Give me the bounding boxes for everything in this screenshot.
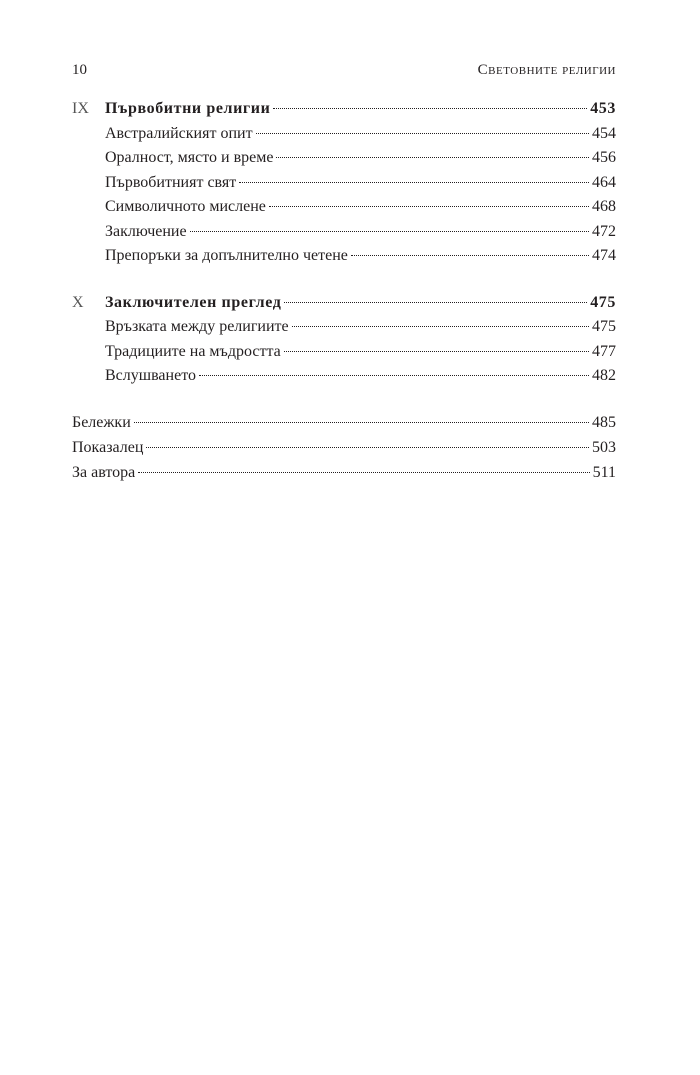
section-title: Оралност, място и време	[105, 149, 274, 166]
dot-leader	[273, 108, 587, 109]
toc-entry[interactable]	[72, 343, 616, 368]
dot-leader	[146, 447, 589, 448]
section-page: 468	[592, 198, 616, 215]
toc-entry[interactable]	[72, 198, 616, 223]
dot-leader	[239, 182, 589, 183]
page-header	[72, 62, 616, 84]
chapter-heading[interactable]	[72, 100, 616, 125]
section-page: 475	[592, 318, 616, 335]
dot-leader	[284, 302, 587, 303]
section-title: Препоръки за допълнително четене	[105, 247, 348, 264]
chapter-x	[72, 294, 616, 392]
section-title: Вслушването	[105, 367, 196, 384]
section-title: Традициите на мъдростта	[105, 342, 281, 360]
dot-leader	[284, 351, 589, 352]
back-matter	[72, 414, 616, 489]
section-page: 482	[592, 367, 616, 384]
toc-entry[interactable]	[72, 125, 616, 150]
page-number: 10	[72, 62, 87, 78]
chapter-page: 475	[590, 293, 616, 311]
toc-entry[interactable]	[72, 439, 616, 464]
running-title: Световните религии	[477, 62, 616, 78]
dot-leader	[134, 422, 589, 423]
chapter-title: Заключителен преглед	[105, 293, 282, 311]
section-page: 472	[592, 222, 616, 240]
section-page: 454	[592, 124, 616, 142]
section-page: 474	[592, 247, 616, 264]
section-title: Австралийският опит	[105, 124, 253, 142]
toc-entry[interactable]	[72, 414, 616, 439]
dot-leader	[351, 255, 589, 256]
dot-leader	[269, 206, 589, 207]
section-title: Връзката между религиите	[105, 318, 289, 335]
toc-entry[interactable]	[72, 223, 616, 248]
back-matter-title: Бележки	[72, 413, 131, 431]
chapter-number: X	[72, 293, 84, 311]
section-title: Заключение	[105, 222, 187, 240]
chapter-ix	[72, 100, 616, 272]
back-matter-title: За автора	[72, 463, 136, 481]
chapter-page: 453	[590, 100, 616, 117]
section-title: Символичното мислене	[105, 198, 266, 215]
dot-leader	[190, 231, 589, 232]
chapter-heading[interactable]	[72, 294, 616, 319]
section-page: 477	[592, 342, 616, 360]
back-matter-page: 485	[592, 413, 616, 431]
toc-entry[interactable]	[72, 464, 616, 489]
section-title: Първобитният свят	[105, 173, 237, 191]
toc-entry[interactable]	[72, 149, 616, 174]
chapter-number: IX	[72, 100, 89, 117]
toc-entry[interactable]	[72, 318, 616, 343]
dot-leader	[199, 375, 589, 376]
back-matter-page: 503	[592, 438, 616, 456]
dot-leader	[256, 133, 589, 134]
dot-leader	[276, 157, 589, 158]
toc-entry[interactable]	[72, 174, 616, 199]
dot-leader	[292, 326, 589, 327]
toc-entry[interactable]	[72, 367, 616, 392]
dot-leader	[138, 472, 589, 473]
back-matter-page: 511	[592, 463, 616, 481]
back-matter-title: Показалец	[72, 438, 144, 456]
table-of-contents	[72, 100, 616, 489]
toc-entry[interactable]	[72, 247, 616, 272]
chapter-title: Първобитни религии	[105, 100, 271, 117]
section-page: 456	[592, 149, 616, 166]
section-page: 464	[592, 173, 616, 191]
